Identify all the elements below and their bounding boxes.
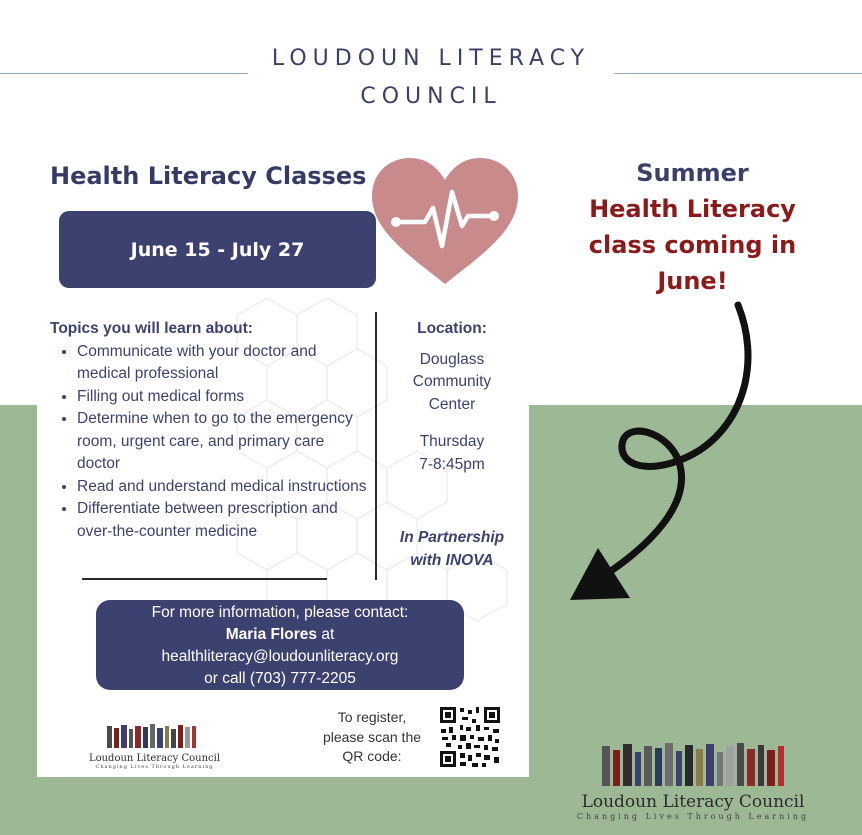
partnership-line1: In Partnership: [399, 529, 505, 546]
curly-arrow-icon: [560, 300, 760, 610]
contact-name: Maria Flores: [225, 626, 318, 643]
dates-banner: [59, 211, 376, 288]
promo-line1: Summer: [636, 159, 749, 187]
topic-item: • Determine when to go to the emergency room, urgent care, and primary care doctor: [77, 408, 370, 476]
location-section: [382, 318, 522, 476]
header-title-line1: LOUDOUN LITERACY: [271, 46, 591, 71]
class-dates: June 15 - July 27: [130, 238, 305, 261]
location-place: [382, 349, 522, 417]
books-logo-icon: [77, 722, 232, 748]
contact-intro: For more information, please contact:: [151, 604, 409, 621]
flyer-title: Health Literacy Classes: [50, 162, 367, 190]
topics-section: [50, 318, 370, 543]
location-title: Location:: [417, 320, 487, 337]
horizontal-divider: [82, 578, 327, 580]
books-logo-icon: [548, 740, 838, 786]
contact-phone: or call (703) 777-2205: [204, 670, 356, 687]
flyer-logo-name: Loudoun Literacy Council: [88, 753, 221, 764]
header-divider-right: [614, 73, 862, 74]
topic-item: • Filling out medical forms: [77, 386, 370, 409]
vertical-divider: [375, 312, 377, 580]
topic-item: • Read and understand medical instructions: [77, 476, 370, 499]
promo-text: [570, 155, 815, 299]
header-divider-left: [0, 73, 248, 74]
qr-code-icon[interactable]: [438, 705, 502, 769]
contact-at: at: [317, 626, 335, 643]
location-line3: Center: [428, 395, 476, 413]
promo-line2: Health Literacy: [589, 195, 796, 223]
contact-box: [96, 600, 464, 690]
flyer-logo-tagline: Changing Lives Through Learning: [95, 764, 214, 770]
topic-item: • Differentiate between prescription and over-the-counter medicine: [77, 498, 370, 543]
promo-line4: June!: [657, 267, 728, 295]
partnership-text: [382, 526, 522, 572]
heartbeat-icon: [370, 156, 520, 286]
header-title-line2: COUNCIL: [360, 84, 502, 109]
schedule-time: 7-8:45pm: [419, 455, 485, 473]
topic-item: • Communicate with your doctor and medical professional: [77, 341, 370, 386]
topics-list: [50, 341, 370, 544]
council-logo: [548, 740, 838, 821]
location-line2: Community: [412, 373, 492, 390]
header-title: [230, 40, 632, 116]
flyer: [37, 148, 529, 777]
logo-name: Loudoun Literacy Council: [581, 792, 805, 812]
logo-tagline: Changing Lives Through Learning: [576, 812, 810, 821]
promo-line3: class coming in: [588, 231, 797, 259]
register-line1: To register,: [337, 709, 407, 725]
register-line3: QR code:: [342, 748, 402, 764]
location-line1: Douglass: [419, 350, 485, 368]
topics-title: Topics you will learn about:: [50, 320, 253, 337]
contact-email[interactable]: healthliteracy@loudounliteracy.org: [161, 648, 399, 665]
partnership-line2: with INOVA: [410, 552, 494, 569]
contact-name-line: [96, 624, 464, 646]
schedule-day: Thursday: [419, 433, 485, 450]
register-text: [317, 708, 427, 767]
register-line2: please scan the: [322, 728, 422, 745]
flyer-logo: [77, 722, 232, 770]
